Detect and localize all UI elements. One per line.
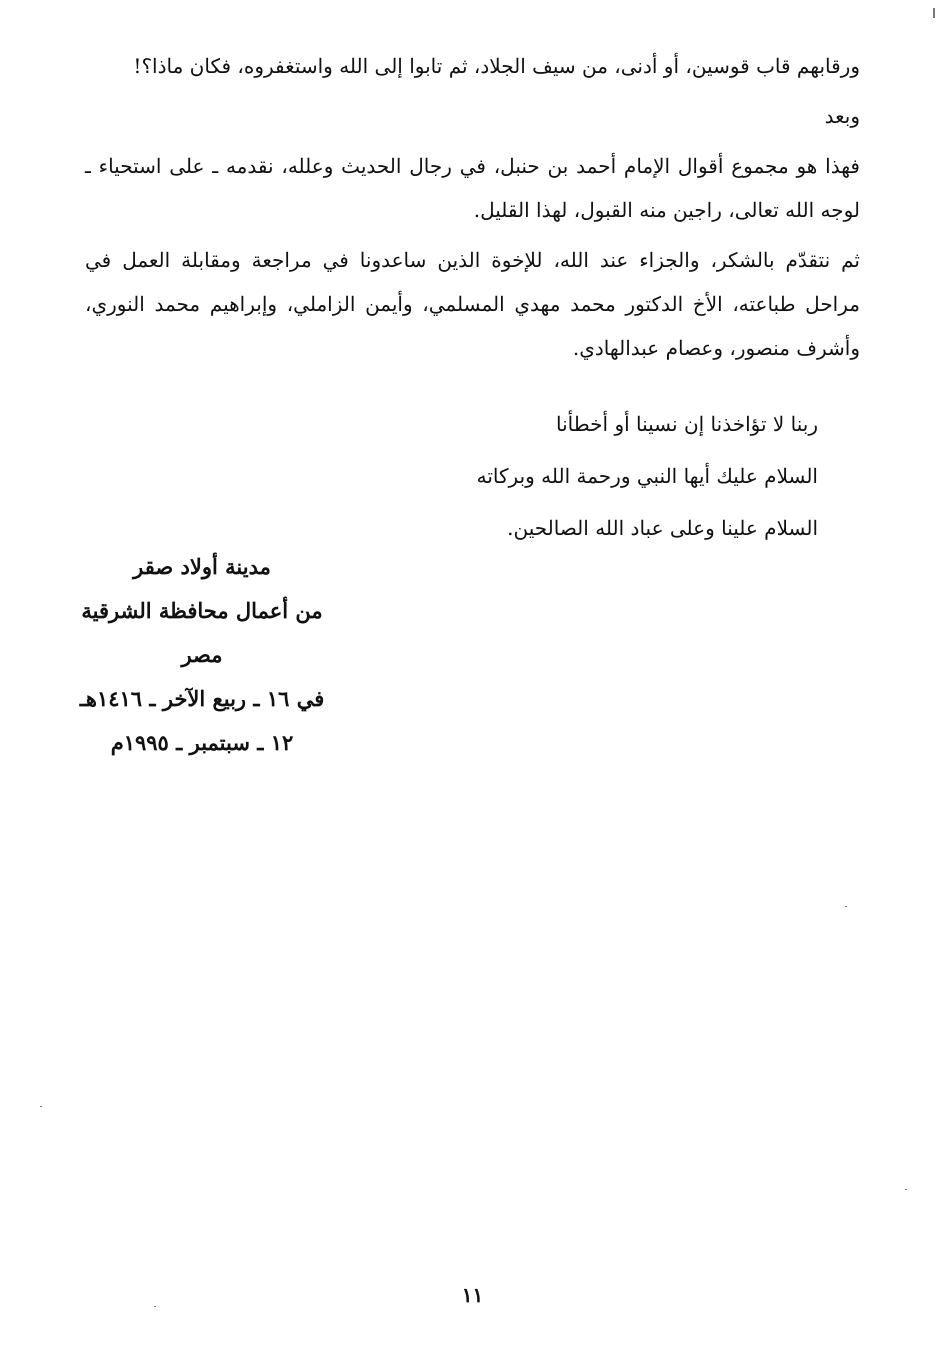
paragraph-acknowledgements: ثم نتقدّم بالشكر، والجزاء عند الله، للإخوة الذين ساعدونا في مراجعة ومقابلة العمل في مراحل طباعته، الأخ الدكتور محمد مهدي المسلمي، وأيمن الزاملي، وإبراهيم محمد النوري، وأشرف منصور، وعصام عبدالهادي. bbox=[85, 248, 860, 360]
scan-speck bbox=[154, 1306, 156, 1307]
scan-speck bbox=[845, 906, 847, 907]
signature-gregorian-date: ١٢ ـ سبتمبر ـ ١٩٩٥م bbox=[110, 730, 294, 755]
signature-province: من أعمال محافظة الشرقية bbox=[81, 598, 323, 623]
scan-speck bbox=[40, 1106, 42, 1107]
invocation-line: السلام عليك أيها النبي ورحمة الله وبركاته bbox=[476, 464, 818, 488]
signature-country: مصر bbox=[181, 642, 223, 667]
page-number: ١١ bbox=[461, 1283, 484, 1307]
scan-speck bbox=[933, 8, 935, 18]
body-text bbox=[85, 44, 860, 370]
invocation-line: السلام علينا وعلى عباد الله الصالحين. bbox=[507, 516, 818, 540]
paragraph-transition: وبعد bbox=[824, 104, 860, 128]
paragraph-continuation: ورقابهم قاب قوسين، أو أدنى، من سيف الجلاد، ثم تابوا إلى الله واستغفروه، فكان ماذا؟! bbox=[133, 54, 860, 78]
invocations-block bbox=[218, 398, 818, 554]
signature-block bbox=[47, 545, 357, 765]
scan-speck bbox=[905, 1189, 907, 1190]
paragraph-purpose: فهذا هو مجموع أقوال الإمام أحمد بن حنبل، في رجال الحديث وعلله، نقدمه ـ على استحياء ـ لوجه الله تعالى، راجين منه القبول، لهذا القليل. bbox=[85, 154, 860, 222]
invocation-line: ربنا لا تؤاخذنا إن نسينا أو أخطأنا bbox=[556, 412, 818, 436]
signature-hijri-date: في ١٦ ـ ربيع الآخر ـ ١٤١٦هـ bbox=[79, 686, 325, 711]
signature-city: مدينة أولاد صقر bbox=[133, 554, 271, 579]
